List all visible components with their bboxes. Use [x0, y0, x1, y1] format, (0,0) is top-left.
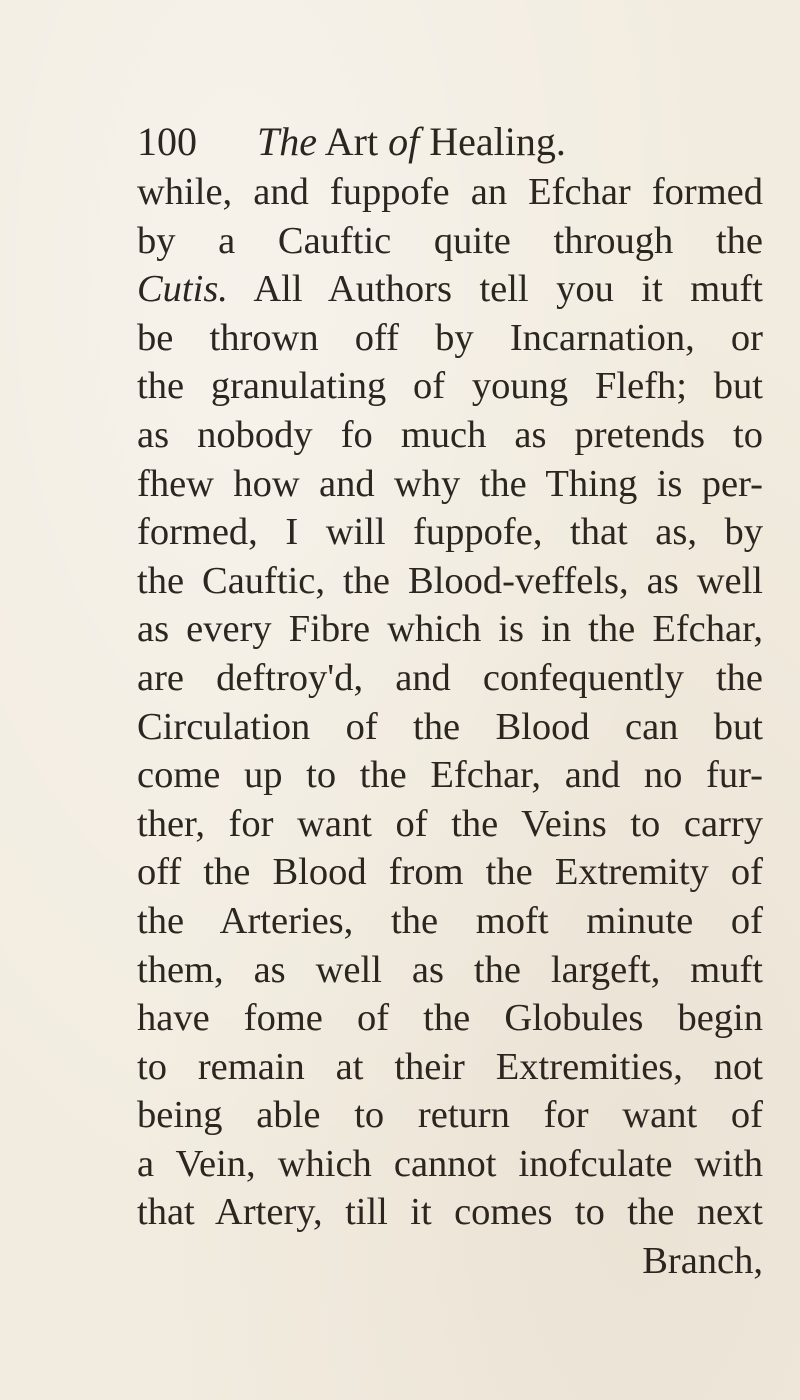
text-line: have fome of the Globules begin [137, 997, 763, 1040]
text-line: the granulating of young Flefh; but [137, 365, 763, 408]
text-line: by a Cauftic quite through the [137, 219, 763, 262]
text-line: formed, I will fuppofe, that as, by [137, 511, 763, 554]
title-word-healing: Healing. [419, 119, 566, 164]
running-head-title [257, 112, 566, 172]
text-line: the Cauftic, the Blood-veffels, as well [137, 559, 763, 602]
title-word-of: of [388, 119, 420, 164]
text-line: the Arteries, the moft minute of [137, 899, 763, 942]
text-line: ther, for want of the Veins to carry [137, 802, 763, 845]
text-line-rest: All Authors tell you it muft [253, 268, 763, 311]
title-word-art: Art [317, 119, 389, 164]
text-line: them, as well as the largeft, muft [137, 948, 763, 991]
text-line: a Vein, which cannot inofculate with [137, 1142, 763, 1185]
text-line: as nobody fo much as pretends to [137, 413, 763, 456]
text-line: to remain at their Extremities, not [137, 1045, 763, 1088]
text-line: as every Fibre which is in the Efchar, [137, 608, 763, 651]
body-text [137, 168, 763, 1286]
text-line: while, and fuppofe an Efchar formed [137, 171, 763, 213]
text-line-with-italic [137, 265, 763, 314]
text-line: that Artery, till it comes to the next [137, 1191, 763, 1234]
italic-word: Cutis. [137, 268, 228, 311]
text-line: are deftroy'd, and confequently the [137, 656, 763, 699]
text-line: be thrown off by Incarnation, or [137, 316, 763, 359]
page-number: 100 [137, 119, 197, 164]
title-word-the: The [257, 119, 317, 164]
text-line: being able to return for want of [137, 1094, 763, 1137]
text-line: off the Blood from the Extremity of [137, 851, 763, 894]
catchword: Branch, [642, 1240, 763, 1283]
text-line: fhew how and why the Thing is per- [137, 462, 763, 505]
running-head [137, 112, 737, 172]
text-line: Circulation of the Blood can but [137, 705, 763, 748]
text-line: come up to the Efchar, and no fur- [137, 754, 763, 797]
